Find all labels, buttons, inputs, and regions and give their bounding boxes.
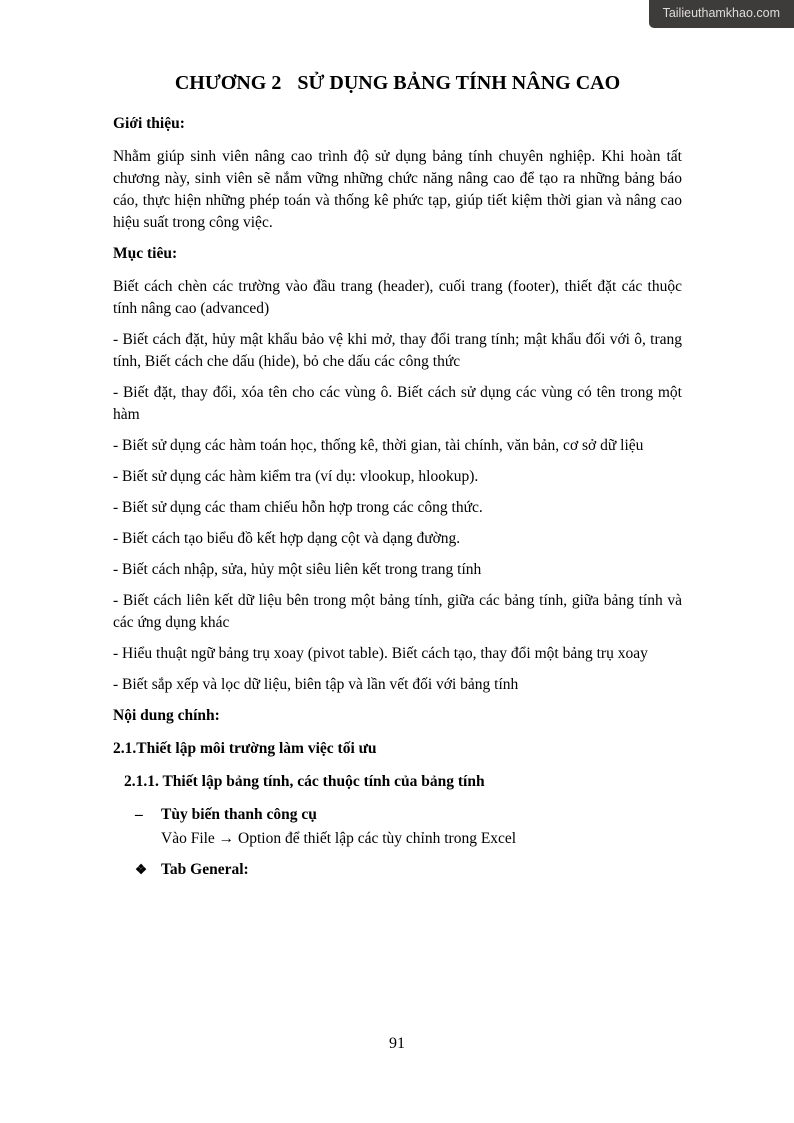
- objective-item: - Biết đặt, thay đổi, xóa tên cho các vùng ô. Biết cách sử dụng các vùng có tên trong một hàm: [113, 384, 682, 423]
- objective-item: - Biết cách liên kết dữ liệu bên trong một bảng tính, giữa các bảng tính, giữa bảng tính và các ứng dụng khác: [113, 592, 682, 631]
- instruction-line: Vào File → Option để thiết lập các tùy chỉnh trong Excel: [161, 830, 517, 847]
- watermark: Tailieuthamkhao.com: [649, 0, 794, 28]
- chapter-number: CHƯƠNG 2: [174, 72, 282, 94]
- chapter-title: SỬ DỤNG BẢNG TÍNH NÂNG CAO: [297, 72, 621, 94]
- diamond-bullet-icon: ❖: [135, 862, 148, 877]
- section-heading-gioi-thieu: Giới thiệu:: [113, 115, 185, 132]
- list-item-dash: [135, 804, 682, 826]
- objective-item: - Biết sử dụng các hàm toán học, thống kê, thời gian, tài chính, văn bản, cơ sở dữ liệu: [113, 437, 644, 454]
- bullet-label-tab-general: Tab General:: [161, 861, 249, 878]
- section-heading-2-1: 2.1.Thiết lập môi trường làm việc tối ưu: [113, 740, 377, 757]
- objective-item: - Biết sử dụng các hàm kiểm tra (ví dụ: vlookup, hlookup).: [113, 468, 479, 485]
- section-heading-2-1-1: 2.1.1. Thiết lập bảng tính, các thuộc tính của bảng tính: [124, 773, 485, 790]
- objective-item: - Biết sắp xếp và lọc dữ liệu, biên tập và lần vết đối với bảng tính: [113, 676, 519, 693]
- objective-item: - Biết sử dụng các tham chiếu hỗn hợp trong các công thức.: [113, 499, 483, 516]
- page-title: [113, 72, 682, 95]
- bullet-label-tuy-bien: Tùy biến thanh công cụ: [161, 806, 317, 823]
- objective-item: Biết cách chèn các trường vào đầu trang (header), cuối trang (footer), thiết đặt các thuộc tính nâng cao (advanced): [113, 278, 682, 317]
- objective-item: - Biết cách đặt, hủy mật khẩu bảo vệ khi mở, thay đổi trang tính; mật khẩu đối với ô, trang tính, Biết cách che dấu (hide), bỏ che dấu các công thức: [113, 331, 682, 370]
- paragraph-intro: Nhằm giúp sinh viên nâng cao trình độ sử dụng bảng tính chuyên nghiệp. Khi hoàn tất chương này, sinh viên sẽ nắm vững những chức năng nâng cao để tạo ra những bảng báo cáo, thực hiện những phép toán và thống kê phức tạp, giúp tiết kiệm thời gian và nâng cao hiệu suất trong công việc.: [113, 148, 682, 231]
- objective-item: - Biết cách nhập, sửa, hủy một siêu liên kết trong trang tính: [113, 561, 482, 578]
- dash-bullet-icon: –: [135, 806, 143, 823]
- section-heading-muc-tieu: Mục tiêu:: [113, 245, 178, 262]
- objective-item: - Biết cách tạo biểu đồ kết hợp dạng cột và dạng đường.: [113, 530, 461, 547]
- list-item-diamond: [135, 859, 682, 881]
- objective-item: - Hiểu thuật ngữ bảng trụ xoay (pivot table). Biết cách tạo, thay đổi một bảng trụ xoay: [113, 645, 648, 662]
- page-number: 91: [389, 1035, 405, 1052]
- section-heading-noi-dung-chinh: Nội dung chính:: [113, 707, 220, 724]
